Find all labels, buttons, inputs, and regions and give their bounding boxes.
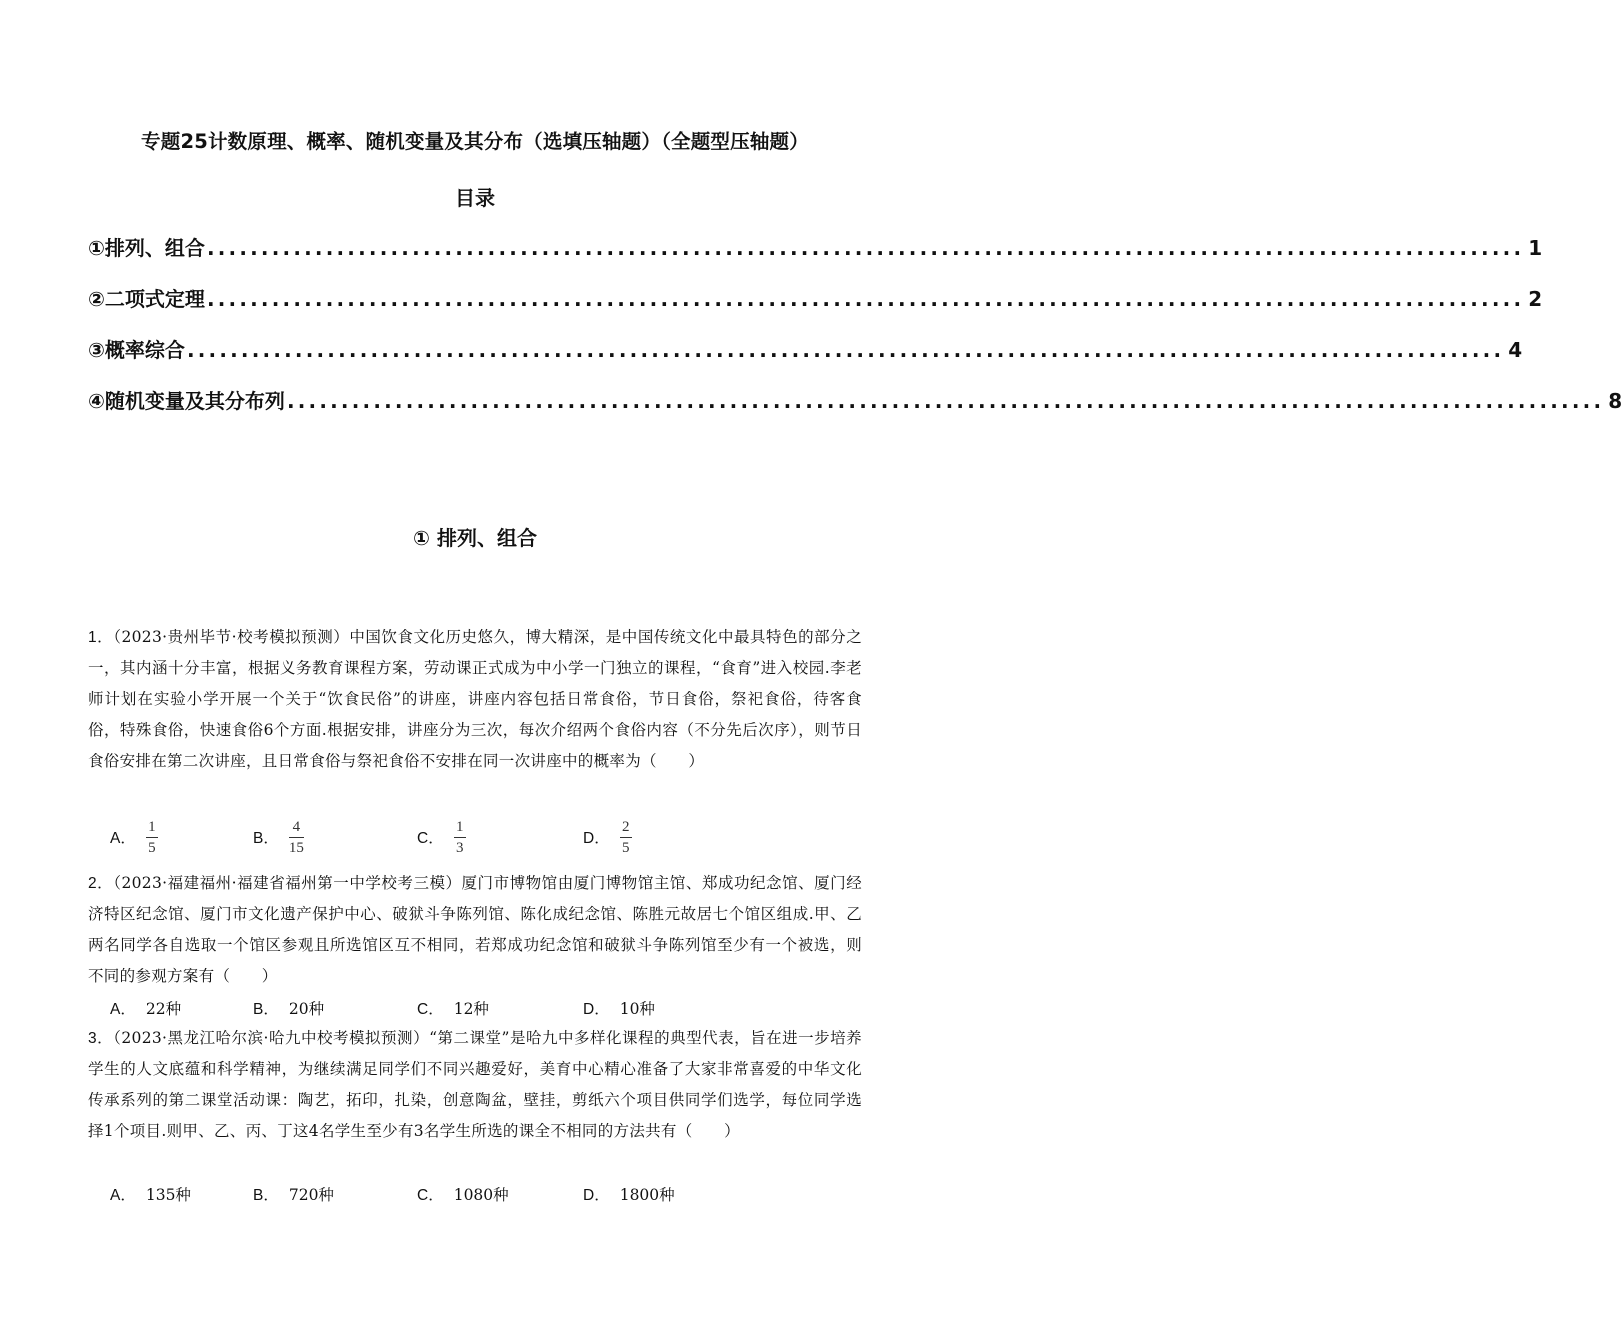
- option-b[interactable]: [253, 993, 324, 1023]
- fraction-numerator: 2: [621, 818, 630, 835]
- toc-entry-page: 4: [1508, 338, 1523, 362]
- fraction: [146, 818, 158, 857]
- option-letter: B．: [253, 1187, 279, 1204]
- section-heading: ① 排列、组合: [413, 526, 537, 550]
- toc-leader-dots: ..........................................................................................................................: [206, 236, 1525, 260]
- question-3: [88, 1023, 862, 1147]
- option-text: 20种: [288, 1000, 325, 1018]
- option-letter: A．: [110, 830, 136, 847]
- option-text: 1080种: [453, 1186, 509, 1204]
- question-text: （2023·贵州毕节·校考模拟预测）中国饮食文化历史悠久，博大精深，是中国传统文化中最具特色的部分之一，其内涵十分丰富，根据义务教育课程方案，劳动课正式成为中小学一门独立的课程，“食育”进入校园.李老师计划在实验小学开展一个关于“饮食民俗”的讲座，讲座内容包括日常食俗，节日食俗，祭祀食俗，待客食俗，特殊食俗，快速食俗6个方面.根据安排，讲座分为三次，每次介绍两个食俗内容（不分先后次序），则节日食俗安排在第二次讲座，且日常食俗与祭祀食俗不安排在同一次讲座中的概率为（ ）: [88, 628, 862, 770]
- fraction: [620, 818, 632, 857]
- question-3-options: [110, 1179, 810, 1209]
- question-number: 2．: [88, 875, 114, 892]
- question-text: （2023·福建福州·福建省福州第一中学校考三模）厦门市博物馆由厦门博物馆主馆、郑成功纪念馆、厦门经济特区纪念馆、厦门市文化遗产保护中心、破狱斗争陈列馆、陈化成纪念馆、陈胜元故居七个馆区组成.甲、乙两名同学各自选取一个馆区参观且所选馆区互不相同，若郑成功纪念馆和破狱斗争陈列馆至少有一个被选，则不同的参观方案有（ ）: [88, 874, 862, 985]
- toc-entry-label: ②二项式定理: [88, 287, 205, 311]
- toc-entry-page: 1: [1528, 236, 1543, 260]
- toc-entry-label: ④随机变量及其分布列: [88, 389, 285, 413]
- option-a[interactable]: [110, 993, 181, 1023]
- toc-entry-page: 2: [1528, 287, 1543, 311]
- option-d[interactable]: [583, 1179, 675, 1209]
- option-letter: C．: [417, 830, 444, 847]
- toc-leader-dots: ..........................................................................................................................: [286, 389, 1605, 413]
- fraction-numerator: 1: [455, 818, 464, 835]
- option-b[interactable]: [253, 818, 304, 856]
- option-c[interactable]: [417, 993, 489, 1023]
- toc-leader-dots: ..........................................................................................................................: [206, 287, 1525, 311]
- option-letter: B．: [253, 1001, 279, 1018]
- option-c[interactable]: [417, 818, 466, 856]
- option-text: 720种: [288, 1186, 334, 1204]
- option-text: 10种: [619, 1000, 655, 1018]
- option-letter: A．: [110, 1187, 136, 1204]
- fraction-numerator: 1: [148, 818, 156, 835]
- option-c[interactable]: [417, 1179, 509, 1209]
- question-number: 1．: [88, 629, 114, 646]
- fraction-denominator: 5: [621, 839, 630, 856]
- option-text: 135种: [145, 1186, 191, 1204]
- toc-entry[interactable]: [88, 232, 1543, 262]
- question-1: [88, 622, 862, 777]
- toc-entry[interactable]: [88, 283, 1543, 313]
- document-title: 专题25计数原理、概率、随机变量及其分布（选填压轴题）（全题型压轴题）: [141, 130, 809, 153]
- option-b[interactable]: [253, 1179, 334, 1209]
- toc-entry[interactable]: [88, 334, 1523, 364]
- toc-heading: 目录: [455, 186, 495, 210]
- option-letter: B．: [253, 830, 279, 847]
- option-letter: A．: [110, 1001, 136, 1018]
- option-a[interactable]: [110, 1179, 191, 1209]
- toc-entry-label: ③概率综合: [88, 338, 185, 362]
- option-letter: D．: [583, 830, 610, 847]
- question-2-options: [110, 993, 810, 1023]
- toc-entry-page: 8: [1608, 389, 1622, 413]
- option-letter: C．: [417, 1187, 444, 1204]
- option-a[interactable]: [110, 818, 158, 856]
- question-text: （2023·黑龙江哈尔滨·哈九中校考模拟预测）“第二课堂”是哈九中多样化课程的典型代表，旨在进一步培养学生的人文底蕴和科学精神，为继续满足同学们不同兴趣爱好，美育中心精心准备了大家非常喜爱的中华文化传承系列的第二课堂活动课：陶艺，拓印，扎染，创意陶盆，壁挂，剪纸六个项目供同学们选学，每位同学选择1个项目.则甲、乙、丙、丁这4名学生至少有3名学生所选的课全不相同的方法共有（ ）: [88, 1029, 862, 1140]
- fraction-denominator: 3: [455, 839, 464, 856]
- option-text: 1800种: [619, 1186, 675, 1204]
- option-letter: D．: [583, 1001, 610, 1018]
- question-2: [88, 868, 862, 992]
- option-text: 12种: [453, 1000, 489, 1018]
- fraction-denominator: 5: [148, 839, 156, 856]
- fraction-denominator: 15: [288, 839, 304, 856]
- option-letter: C．: [417, 1001, 444, 1018]
- fraction-numerator: 4: [292, 818, 301, 835]
- question-number: 3．: [88, 1030, 114, 1047]
- option-letter: D．: [583, 1187, 610, 1204]
- toc-entry[interactable]: [88, 385, 1622, 415]
- option-d[interactable]: [583, 818, 632, 856]
- fraction: [454, 818, 466, 857]
- toc-leader-dots: ..........................................................................................................................: [186, 338, 1505, 362]
- option-d[interactable]: [583, 993, 655, 1023]
- toc-entry-label: ①排列、组合: [88, 236, 205, 260]
- question-1-options: [110, 818, 810, 856]
- fraction: [289, 818, 304, 857]
- option-text: 22种: [145, 1000, 182, 1018]
